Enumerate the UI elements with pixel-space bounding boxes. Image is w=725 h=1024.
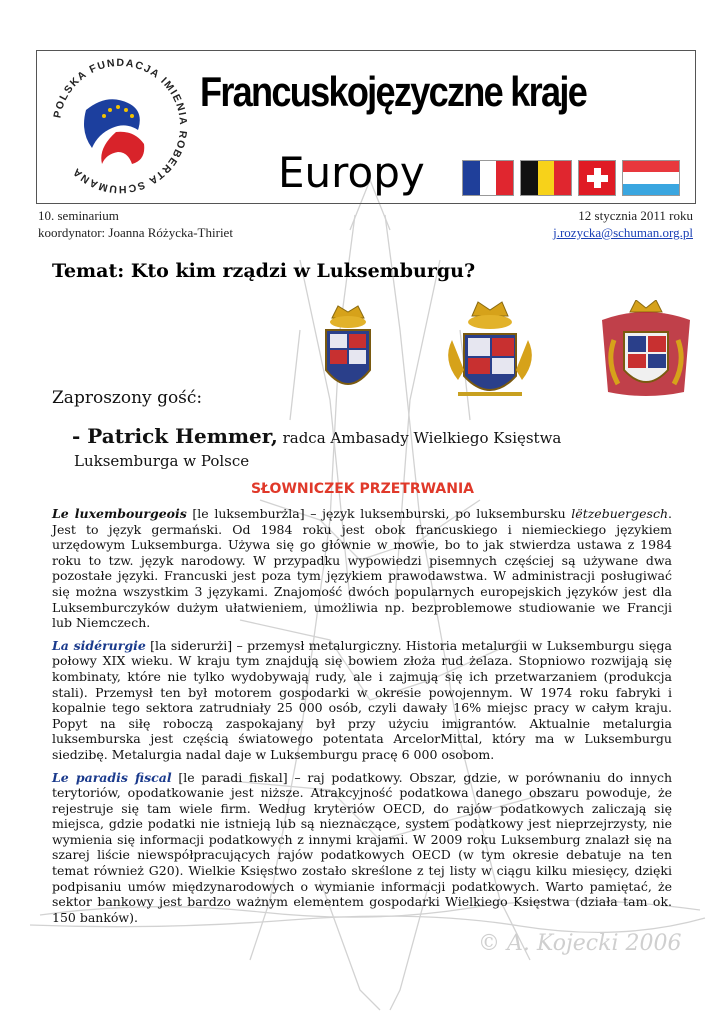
guest-line [72,424,561,448]
glossary-entry [52,770,672,926]
flags-row [462,160,680,196]
glossary-term: Le paradis fiscal [52,769,172,785]
flag-luxembourg-icon [622,160,680,196]
coat-of-arms-medium-icon [448,302,532,394]
glossary-native: lëtzebuergesch [571,506,668,521]
glossary-pron: [la siderurżi] – przemysł metalurgiczny. [145,637,406,653]
flag-belgium-icon [520,160,572,196]
header-subtitle: Europy [278,148,425,197]
header-title: Francuskojęzyczne kraje [200,68,587,115]
schuman-foundation-logo [46,52,194,200]
coat-of-arms-large-icon [602,300,690,396]
coat-of-arms-small-icon [326,306,370,384]
guest-name: Patrick Hemmer, [87,424,278,448]
glossary-text: Historia metalurgii w Luksemburgu sięga połowy XIX wieku. W kraju tym znajdują się bowiem złoża rud żelaza. Stopniowo rozwijają się kombinaty, które nie tylko wydobywają rudy, ale i zajmują się ich przetwarzaniem (produkcja stali). Przemysł ten był motorem gospodarki w okresie powojennym. W 1974 roku fabryki i kopalnie tego sektora zatrudniały 25 000 osób, czyli dawały 16% miejsc pracy w całym kraju. Popyt na siłę roboczą zaspokajany był przy użyciu imigrantów. Aktualnie metalurgia luksemburska jest częścią światowego potentata ArcelorMittal, który ma w Luksemburgu siedzibę. Metalurgia nadal daje w Luksemburgu pracę 6 000 osobom. [52,637,672,762]
logo-ring-text: POLSKA FUNDACJA IMIENIA ROBERTA SCHUMANA [51,56,190,196]
watermark-signature: © A. Kojecki 2006 [478,931,682,956]
guest-role-line2: Luksemburga w Polsce [74,452,250,470]
guest-dash: - [72,424,88,448]
glossary-term: Le luxembourgeois [52,506,187,521]
glossary-term: La sidérurgie [52,637,146,653]
glossary-title: SŁOWNICZEK PRZETRWANIA [250,481,475,497]
svg-text:POLSKA FUNDACJA IMIENIA ROBERT [51,57,189,195]
guest-role: radca Ambasady Wielkiego Księstwa [277,429,562,447]
seminar-number: 10. seminarium [38,208,119,223]
glossary-text: Obszar, gdzie, w porównaniu do innych terytoriów, opodatkowanie jest niższe. Atrakcyjność podatkowa danego obszaru powoduje, że rejestruje się tam wiele firm. Według kryteriów OECD, do rajów podatkowych zaliczają się miejsca, gdzie podatki nie istnieją lub są nieznaczące, system podatkowy jest nieprzejrzysty, nie wymienia się informacji podatkowych z innymi krajami. W 2009 roku Luksemburg znalazł się na szarej liście niewspółpracujących rajów podatkowych OECD (w tym okresie debatuje na ten temat również G20). Wielkie Księstwo zostało skreślone z tej listy w ciągu kilku miesięcy, dzięki podpisaniu umów międzynarodowych o wymianie informacji podatkowych. Warto pamiętać, że sektor bankowy jest bardzo ważnym elementem gospodarki Wielkiego Księstwa (działa tam ok. 150 banków). [52,769,672,925]
topic-heading: Temat: Kto kim rządzi w Luksemburgu? [52,260,476,282]
guest-label: Zaproszony gość: [52,388,203,408]
flag-france-icon [462,160,514,196]
flag-switzerland-icon [578,160,616,196]
glossary-body [52,506,672,932]
coordinator-email-link[interactable]: j.rozycka@schuman.org.pl [553,225,693,240]
glossary-text: . Jest to język germański. Od 1984 roku jest obok francuskiego i niemieckiego językiem urzędowym Luksemburga. Używa się go głównie w mowie, bo to jak stwierdza ustawa z 1984 roku to tzw. język narodowy. W przypadku wypowiedzi pisemnych częściej są używane dwa pozostałe języki. Francuski jest poza tym językiem prawodawstwa. W administracji posługiwać się można wszystkim 3 językami. Znajomość dwóch popularnych europejskich języków jest dla Luksemburczyków dużym ułatwieniem, umożliwia np. bezproblemowe studiowanie we Francji lub Niemczech. [52,506,672,631]
glossary-pron: [le luksemburżla] – język luksemburski, po luksembursku [186,506,572,521]
glossary-pron: [le paradi fiskal] – raj podatkowy. [171,769,410,785]
seminar-date: 12 stycznia 2011 roku [578,208,693,223]
glossary-entry [52,506,672,631]
coats-of-arms [312,300,697,410]
glossary-entry [52,638,672,763]
coordinator: koordynator: Joanna Różycka-Thiriet [38,225,233,240]
